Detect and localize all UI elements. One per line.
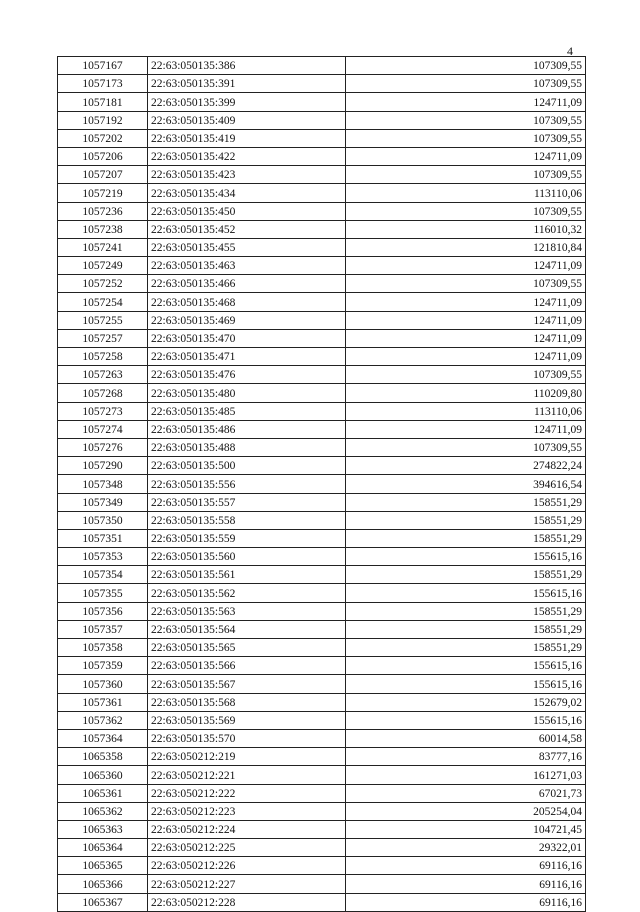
cadastral-number-cell: 22:63:050212:227 [148, 875, 346, 893]
table-row [58, 475, 586, 493]
object-id-cell: 1057263 [58, 366, 148, 384]
cadastral-number-cell: 22:63:050212:222 [148, 784, 346, 802]
object-id-cell: 1057350 [58, 511, 148, 529]
table-row [58, 766, 586, 784]
table-row [58, 893, 586, 911]
cadastral-number-cell: 22:63:050135:485 [148, 402, 346, 420]
object-id-cell: 1057258 [58, 348, 148, 366]
table-body [58, 57, 586, 912]
cadastral-number-cell: 22:63:050135:568 [148, 693, 346, 711]
object-id-cell: 1057181 [58, 93, 148, 111]
object-id-cell: 1057192 [58, 111, 148, 129]
cadastral-number-cell: 22:63:050135:471 [148, 348, 346, 366]
cadastral-number-cell: 22:63:050135:564 [148, 620, 346, 638]
cadastral-number-cell: 22:63:050135:423 [148, 166, 346, 184]
cadastral-number-cell: 22:63:050212:225 [148, 839, 346, 857]
cadastral-number-cell: 22:63:050135:558 [148, 511, 346, 529]
cadastral-number-cell: 22:63:050135:434 [148, 184, 346, 202]
table-row [58, 693, 586, 711]
table-row [58, 275, 586, 293]
object-id-cell: 1057357 [58, 620, 148, 638]
table-row [58, 566, 586, 584]
table-row [58, 202, 586, 220]
cadastral-number-cell: 22:63:050135:399 [148, 93, 346, 111]
table-row [58, 402, 586, 420]
object-id-cell: 1065367 [58, 893, 148, 911]
cadastral-value-cell: 274822,24 [346, 457, 586, 475]
cadastral-value-cell: 124711,09 [346, 293, 586, 311]
table-row [58, 857, 586, 875]
object-id-cell: 1057276 [58, 438, 148, 456]
table-row [58, 711, 586, 729]
table-row [58, 784, 586, 802]
cadastral-value-cell: 161271,03 [346, 766, 586, 784]
cadastral-value-cell: 152679,02 [346, 693, 586, 711]
cadastral-number-cell: 22:63:050212:224 [148, 820, 346, 838]
cadastral-value-cell: 158551,29 [346, 639, 586, 657]
cadastral-number-cell: 22:63:050135:409 [148, 111, 346, 129]
cadastral-value-cell: 158551,29 [346, 566, 586, 584]
table-row [58, 639, 586, 657]
cadastral-value-cell: 107309,55 [346, 75, 586, 93]
cadastral-value-cell: 124711,09 [346, 257, 586, 275]
cadastral-value-cell: 158551,29 [346, 602, 586, 620]
cadastral-value-table [57, 56, 586, 912]
table-row [58, 111, 586, 129]
object-id-cell: 1057351 [58, 529, 148, 547]
cadastral-number-cell: 22:63:050135:569 [148, 711, 346, 729]
object-id-cell: 1057252 [58, 275, 148, 293]
object-id-cell: 1057207 [58, 166, 148, 184]
cadastral-value-cell: 104721,45 [346, 820, 586, 838]
cadastral-value-cell: 107309,55 [346, 57, 586, 75]
table-row [58, 457, 586, 475]
table-row [58, 238, 586, 256]
object-id-cell: 1057273 [58, 402, 148, 420]
cadastral-number-cell: 22:63:050212:223 [148, 802, 346, 820]
table-row [58, 257, 586, 275]
cadastral-value-cell: 158551,29 [346, 511, 586, 529]
table-row [58, 438, 586, 456]
object-id-cell: 1057241 [58, 238, 148, 256]
cadastral-number-cell: 22:63:050135:563 [148, 602, 346, 620]
table-row [58, 839, 586, 857]
object-id-cell: 1057359 [58, 657, 148, 675]
table-row [58, 511, 586, 529]
object-id-cell: 1057348 [58, 475, 148, 493]
cadastral-value-cell: 107309,55 [346, 111, 586, 129]
cadastral-value-cell: 116010,32 [346, 220, 586, 238]
cadastral-number-cell: 22:63:050135:566 [148, 657, 346, 675]
cadastral-value-cell: 107309,55 [346, 202, 586, 220]
object-id-cell: 1057361 [58, 693, 148, 711]
cadastral-value-cell: 113110,06 [346, 402, 586, 420]
cadastral-value-cell: 107309,55 [346, 166, 586, 184]
object-id-cell: 1057257 [58, 329, 148, 347]
object-id-cell: 1065361 [58, 784, 148, 802]
cadastral-value-cell: 155615,16 [346, 657, 586, 675]
cadastral-number-cell: 22:63:050212:226 [148, 857, 346, 875]
cadastral-number-cell: 22:63:050135:419 [148, 129, 346, 147]
cadastral-value-cell: 60014,58 [346, 729, 586, 747]
object-id-cell: 1057238 [58, 220, 148, 238]
cadastral-value-cell: 205254,04 [346, 802, 586, 820]
cadastral-number-cell: 22:63:050135:480 [148, 384, 346, 402]
table-row [58, 729, 586, 747]
object-id-cell: 1057353 [58, 548, 148, 566]
cadastral-number-cell: 22:63:050135:561 [148, 566, 346, 584]
object-id-cell: 1057362 [58, 711, 148, 729]
cadastral-value-cell: 158551,29 [346, 493, 586, 511]
table-row [58, 584, 586, 602]
cadastral-number-cell: 22:63:050135:565 [148, 639, 346, 657]
table-row [58, 366, 586, 384]
object-id-cell: 1057255 [58, 311, 148, 329]
object-id-cell: 1065360 [58, 766, 148, 784]
cadastral-number-cell: 22:63:050135:470 [148, 329, 346, 347]
cadastral-value-cell: 69116,16 [346, 875, 586, 893]
cadastral-value-cell: 124711,09 [346, 93, 586, 111]
object-id-cell: 1065363 [58, 820, 148, 838]
object-id-cell: 1057206 [58, 147, 148, 165]
table-row [58, 220, 586, 238]
cadastral-value-cell: 124711,09 [346, 420, 586, 438]
cadastral-value-cell: 124711,09 [346, 348, 586, 366]
object-id-cell: 1057268 [58, 384, 148, 402]
cadastral-number-cell: 22:63:050135:455 [148, 238, 346, 256]
cadastral-value-cell: 158551,29 [346, 529, 586, 547]
object-id-cell: 1057274 [58, 420, 148, 438]
object-id-cell: 1065358 [58, 748, 148, 766]
cadastral-value-cell: 107309,55 [346, 275, 586, 293]
cadastral-number-cell: 22:63:050135:488 [148, 438, 346, 456]
object-id-cell: 1057219 [58, 184, 148, 202]
cadastral-number-cell: 22:63:050212:228 [148, 893, 346, 911]
table-row [58, 57, 586, 75]
cadastral-number-cell: 22:63:050135:391 [148, 75, 346, 93]
table-row [58, 675, 586, 693]
cadastral-number-cell: 22:63:050135:486 [148, 420, 346, 438]
object-id-cell: 1057202 [58, 129, 148, 147]
table-row [58, 348, 586, 366]
cadastral-value-cell: 124711,09 [346, 147, 586, 165]
object-id-cell: 1065365 [58, 857, 148, 875]
cadastral-value-cell: 83777,16 [346, 748, 586, 766]
object-id-cell: 1057364 [58, 729, 148, 747]
cadastral-value-cell: 29322,01 [346, 839, 586, 857]
cadastral-number-cell: 22:63:050135:560 [148, 548, 346, 566]
table-row [58, 75, 586, 93]
table-row [58, 311, 586, 329]
cadastral-value-cell: 158551,29 [346, 620, 586, 638]
cadastral-value-cell: 155615,16 [346, 584, 586, 602]
table-row [58, 293, 586, 311]
cadastral-number-cell: 22:63:050135:559 [148, 529, 346, 547]
object-id-cell: 1057358 [58, 639, 148, 657]
object-id-cell: 1057355 [58, 584, 148, 602]
table-row [58, 147, 586, 165]
cadastral-value-cell: 124711,09 [346, 329, 586, 347]
table-row [58, 129, 586, 147]
object-id-cell: 1057173 [58, 75, 148, 93]
object-id-cell: 1057249 [58, 257, 148, 275]
object-id-cell: 1057354 [58, 566, 148, 584]
cadastral-number-cell: 22:63:050135:452 [148, 220, 346, 238]
table-row [58, 420, 586, 438]
table-row [58, 166, 586, 184]
cadastral-value-cell: 107309,55 [346, 129, 586, 147]
cadastral-number-cell: 22:63:050135:386 [148, 57, 346, 75]
cadastral-number-cell: 22:63:050135:476 [148, 366, 346, 384]
table-row [58, 620, 586, 638]
cadastral-value-cell: 394616,54 [346, 475, 586, 493]
cadastral-value-cell: 121810,84 [346, 238, 586, 256]
cadastral-number-cell: 22:63:050135:450 [148, 202, 346, 220]
table-row [58, 657, 586, 675]
cadastral-number-cell: 22:63:050135:463 [148, 257, 346, 275]
object-id-cell: 1057167 [58, 57, 148, 75]
cadastral-number-cell: 22:63:050135:422 [148, 147, 346, 165]
cadastral-value-cell: 155615,16 [346, 675, 586, 693]
cadastral-number-cell: 22:63:050135:557 [148, 493, 346, 511]
cadastral-value-cell: 113110,06 [346, 184, 586, 202]
cadastral-number-cell: 22:63:050135:570 [148, 729, 346, 747]
cadastral-value-cell: 155615,16 [346, 711, 586, 729]
table-row [58, 548, 586, 566]
cadastral-value-cell: 69116,16 [346, 893, 586, 911]
table-row [58, 802, 586, 820]
table-row [58, 875, 586, 893]
page-number: 4 [567, 44, 573, 58]
object-id-cell: 1057360 [58, 675, 148, 693]
table-row [58, 820, 586, 838]
cadastral-number-cell: 22:63:050135:500 [148, 457, 346, 475]
cadastral-value-cell: 69116,16 [346, 857, 586, 875]
object-id-cell: 1057236 [58, 202, 148, 220]
object-id-cell: 1065366 [58, 875, 148, 893]
cadastral-number-cell: 22:63:050212:221 [148, 766, 346, 784]
cadastral-value-cell: 67021,73 [346, 784, 586, 802]
object-id-cell: 1057356 [58, 602, 148, 620]
cadastral-number-cell: 22:63:050135:468 [148, 293, 346, 311]
cadastral-value-cell: 107309,55 [346, 438, 586, 456]
object-id-cell: 1065364 [58, 839, 148, 857]
cadastral-number-cell: 22:63:050135:469 [148, 311, 346, 329]
table-row [58, 748, 586, 766]
table-row [58, 529, 586, 547]
cadastral-value-cell: 155615,16 [346, 548, 586, 566]
object-id-cell: 1057290 [58, 457, 148, 475]
cadastral-value-cell: 107309,55 [346, 366, 586, 384]
cadastral-number-cell: 22:63:050135:567 [148, 675, 346, 693]
table-row [58, 493, 586, 511]
cadastral-value-cell: 110209,80 [346, 384, 586, 402]
cadastral-value-cell: 124711,09 [346, 311, 586, 329]
object-id-cell: 1057349 [58, 493, 148, 511]
table-row [58, 384, 586, 402]
object-id-cell: 1065362 [58, 802, 148, 820]
cadastral-number-cell: 22:63:050135:556 [148, 475, 346, 493]
table-row [58, 602, 586, 620]
object-id-cell: 1057254 [58, 293, 148, 311]
cadastral-number-cell: 22:63:050135:466 [148, 275, 346, 293]
cadastral-number-cell: 22:63:050212:219 [148, 748, 346, 766]
table-row [58, 329, 586, 347]
table-row [58, 93, 586, 111]
table-row [58, 184, 586, 202]
cadastral-number-cell: 22:63:050135:562 [148, 584, 346, 602]
